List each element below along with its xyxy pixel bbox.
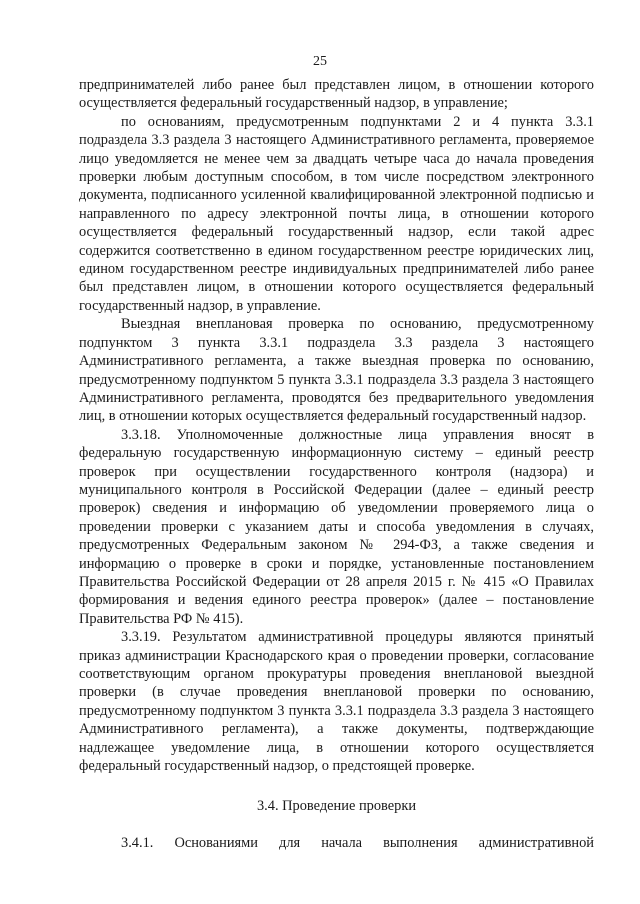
paragraph-3-4-1: 3.4.1. Основаниями для начала выполнения административной	[121, 834, 594, 851]
paragraph-continuation: предпринимателей либо ранее был представлен лицом, в отношении которого осуществляется федеральный государственный надзор, в управление;	[79, 77, 594, 112]
paragraph-3-3-19: 3.3.19. Результатом административной процедуры являются принятый приказ администрации Краснодарского края о проведении проверки, согласование соответствующим органом прокуратуры проведения внеплановой выездной проверки (в случае проведения внеплановой проверки по основанию, предусмотренному подпунктом 3 пункта 3.3.1 подраздела 3.3 раздела 3 настоящего Административного регламента), а также документы, подтверждающие надлежащее уведомление лица, в отношении которого осуществляется федеральный государственный надзор, о предстоящей проверке.	[79, 629, 594, 775]
section-heading: 3.4. Проведение проверки	[256, 798, 417, 815]
paragraph-notification-grounds: по основаниям, предусмотренным подпунктами 2 и 4 пункта 3.3.1 подраздела 3.3 раздела 3 настоящего Административного регламента, проверяемое лицо уведомляется не менее чем за двадцать четыре часа до начала проведения проверки любым доступным способом, в том числе посредством электронного документа, подписанного усиленной квалифицированной электронной подписью и направленного по адресу электронной почты лица, в отношении которого осуществляется федеральный государственный надзор, если такой адрес содержится соответственно в едином государственном реестре юридических лиц, едином государственном реестре индивидуальных предпринимателей либо ранее был представлен лицом, в отношении которого осуществляется федеральный государственный надзор, в управление.	[79, 113, 594, 314]
paragraph-3-3-18: 3.3.18. Уполномоченные должностные лица управления вносят в федеральную государственную информационную систему – единый реестр проверок при осуществлении государственного контроля (надзора) и муниципального контроля в Российской Федерации (далее – единый реестр проверок) сведения и информацию об уведомлении проверяемого лица о проведении проверки с указанием даты и способа уведомления в случаях, предусмотренных Федеральным законом № 294-ФЗ, а также сведения и информацию о проверке в сроки и порядке, установленные постановлением Правительства Российской Федерации от 28 апреля 2015 г. № 415 «О Правилах формирования и ведения единого реестра проверок» (далее – постановление Правительства РФ № 415).	[79, 426, 594, 627]
document-body	[79, 76, 594, 852]
page-number: 25	[313, 54, 327, 69]
paragraph-unannounced-inspection: Выездная внеплановая проверка по основанию, предусмотренному подпунктом 3 пункта 3.3.1 подраздела 3.3 раздела 3 настоящего Административного регламента, а также выездная проверка по основанию, предусмотренному подпунктом 5 пункта 3.3.1 подраздела 3.3 раздела 3 настоящего Административного регламента, проводятся без предварительного уведомления лиц, в отношении которых осуществляется федеральный государственный надзор.	[79, 316, 594, 425]
